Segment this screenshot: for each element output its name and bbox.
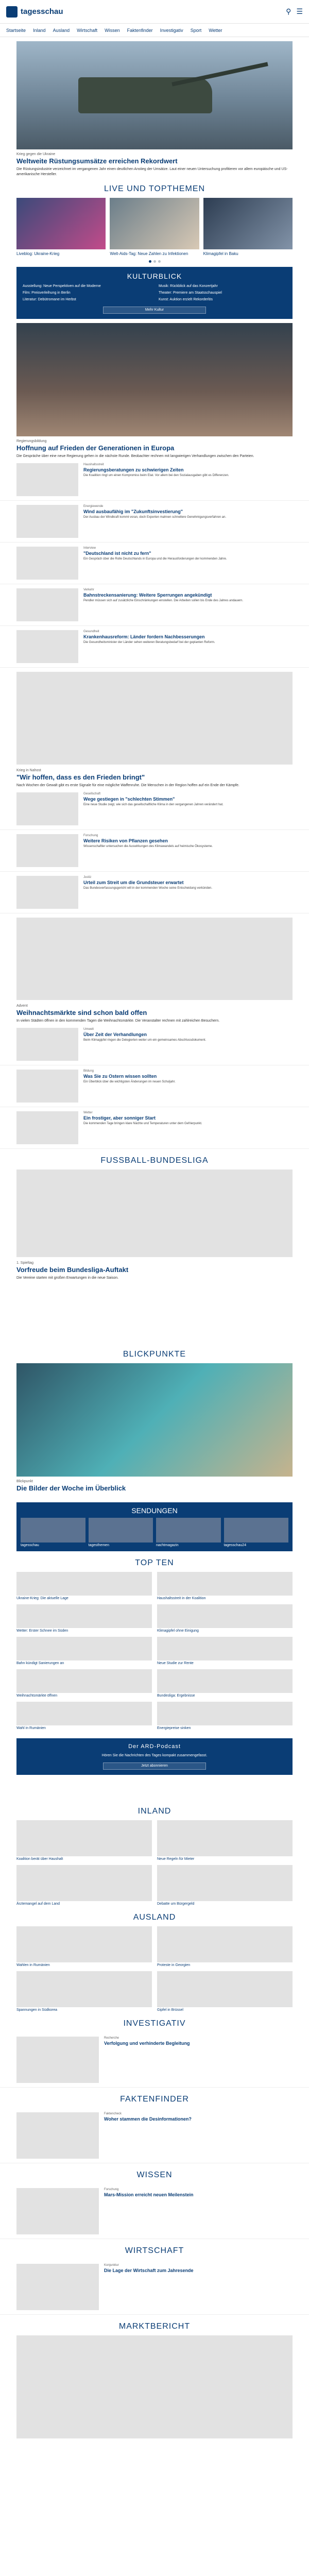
investigativ-title: INVESTIGATIV (123, 2019, 186, 2028)
list-item-image (16, 547, 78, 580)
list-item-text: Pendler müssen sich auf zusätzliche Einschränkungen einstellen. Die Arbeiten sollen bis Ende des Jahres andauern. (83, 599, 244, 602)
top-story-image[interactable] (16, 41, 293, 149)
topten-headline: Klimagipfel ohne Einigung (157, 1629, 199, 1633)
ausland-image (157, 1971, 293, 2007)
live-section-title: LIVE UND TOPTHEMEN (104, 184, 205, 193)
nav-item[interactable]: Sport (190, 27, 202, 33)
wissen-image (16, 2188, 99, 2234)
list-item-headline[interactable]: Bahnstreckensanierung: Weitere Sperrungen angekündigt (83, 592, 212, 598)
nav-item[interactable]: Wissen (105, 27, 120, 33)
topten-item[interactable] (16, 1572, 152, 1600)
nav-item[interactable]: Wetter (209, 27, 222, 33)
topten-headline: Wetter: Erster Schnee im Süden (16, 1629, 68, 1633)
list-item[interactable] (0, 626, 309, 668)
list-item-image (16, 588, 78, 621)
sendung-image (156, 1518, 221, 1543)
ausland-image (157, 1926, 293, 1962)
list-item-headline[interactable]: Was Sie zu Ostern wissen sollten (83, 1074, 157, 1079)
sport-image[interactable] (16, 1170, 293, 1257)
sendung-card[interactable] (89, 1518, 153, 1547)
kulturblick-item[interactable]: Film: Preisverleihung in Berlin (23, 291, 71, 295)
live-card[interactable] (110, 198, 199, 256)
quote-story-image[interactable] (16, 672, 293, 765)
sendung-title: tagesschau (21, 1544, 39, 1547)
inland-item[interactable] (157, 1865, 293, 1906)
list-item-text: Beim Klimagipfel ringen die Delegierten weiter um ein gemeinsames Abschlussdokument. (83, 1039, 207, 1042)
topten-image (157, 1637, 293, 1660)
inland-image (157, 1865, 293, 1901)
logo[interactable] (6, 6, 63, 18)
kulturblick-title: KULTURBLICK (127, 272, 182, 280)
list-item-kicker: Gesundheit (83, 630, 99, 633)
inland-image (16, 1820, 152, 1856)
topten-image (157, 1669, 293, 1693)
list-item-text: Die kommenden Tage bringen klare Nächte und Temperaturen unter dem Gefrierpunkt. (83, 1122, 202, 1125)
christmas-teaser: In vielen Städten öffnen in den kommenden Tagen die Weihnachtsmärkte. Die Veranstalter rechnen mit zahlreichen Besuchern. (16, 1019, 220, 1023)
list-item-image (16, 876, 78, 909)
sendung-card[interactable] (224, 1518, 289, 1547)
live-card-title: Welt-Aids-Tag: Neue Zahlen zu Infektionen (110, 251, 188, 256)
kulturblick-item[interactable]: Literatur: Debütromane im Herbst (23, 298, 76, 301)
topten-item[interactable] (157, 1669, 293, 1698)
ausland-grid (0, 1926, 309, 2012)
list-item-image (16, 792, 78, 825)
ausland-headline: Wahlen in Rumänien (16, 1963, 50, 1967)
list-item-headline[interactable]: Weitere Risiken von Pflanzen gesehen (83, 838, 168, 843)
nav-item[interactable]: Ausland (53, 27, 70, 33)
topten-item[interactable] (157, 1572, 293, 1600)
topten-headline: Bahn kündigt Sanierungen an (16, 1662, 64, 1665)
ausland-headline: Proteste in Georgien (157, 1963, 191, 1967)
list-item[interactable] (0, 1024, 309, 1065)
ausland-headline: Spannungen in Südkorea (16, 2008, 58, 2012)
news-list-c (0, 1024, 309, 1149)
inland-image (16, 1865, 152, 1901)
sendung-image (21, 1518, 85, 1543)
topten-headline: Haushaltsstreit in der Koalition (157, 1597, 206, 1600)
list-item-headline[interactable]: Ein frostiger, aber sonniger Start (83, 1115, 156, 1121)
sendung-title: tagesschau24 (224, 1544, 247, 1547)
logo-mark (6, 6, 18, 18)
list-item-headline[interactable]: Krankenhausreform: Länder fordern Nachbesserungen (83, 634, 205, 639)
feature-headline[interactable]: Hoffnung auf Frieden der Generationen in Europa (16, 444, 175, 452)
main-nav (0, 24, 309, 37)
topten-headline: Ukraine-Krieg: Die aktuelle Lage (16, 1597, 68, 1600)
topten-image (16, 1669, 152, 1693)
list-item-headline[interactable]: Regierungsberatungen zu schwierigen Zeiten (83, 467, 184, 472)
list-item[interactable] (0, 1107, 309, 1149)
spacer (0, 1281, 309, 1343)
blickpunkte-headline[interactable]: Die Bilder der Woche im Überblick (16, 1484, 126, 1492)
topten-image (157, 1702, 293, 1725)
topten-headline: Energiepreise sinken (157, 1726, 191, 1730)
logo-text: tagesschau (21, 7, 63, 16)
list-item[interactable] (0, 543, 309, 584)
faktenfinder-image (16, 2112, 99, 2159)
inland-item[interactable] (16, 1820, 152, 1861)
topten-grid (0, 1572, 309, 1730)
carousel-dots[interactable] (0, 260, 309, 263)
list-item-image (16, 505, 78, 538)
ausland-item[interactable] (16, 1926, 152, 1967)
feature-kicker: Regierungsbildung (16, 439, 47, 443)
list-item[interactable] (0, 830, 309, 872)
wirtschaft-headline[interactable]: Die Lage der Wirtschaft zum Jahresende (104, 2268, 194, 2273)
list-item-text: Der Ausbau der Windkraft kommt voran, doch Experten mahnen schnellere Genehmigungsverfahren an. (83, 516, 227, 519)
list-item-kicker: Gesellschaft (83, 792, 101, 795)
list-item-headline[interactable]: "Deutschland ist nicht zu fern" (83, 551, 151, 556)
faktenfinder-item[interactable] (0, 2108, 309, 2163)
list-item-kicker: Verkehr (83, 588, 94, 591)
feature-image[interactable] (16, 323, 293, 436)
investigativ-headline[interactable]: Verfolgung und verhinderte Begleitung (104, 2041, 190, 2046)
blickpunkte-kicker: Blickpunkt (16, 1480, 33, 1483)
feature-teaser: Die Gespräche über eine neue Regierung gehen in die nächste Runde. Beobachter rechnen mit langwierigen Verhandlungen zwischen den Parteien. (16, 454, 254, 458)
live-card-image (110, 198, 199, 249)
list-item-headline[interactable]: Über Zeit der Verhandlungen (83, 1032, 147, 1037)
list-item-kicker: Interview (83, 547, 96, 550)
list-item-image (16, 463, 78, 496)
carousel-dot[interactable] (158, 260, 161, 263)
wissen-title: WISSEN (136, 2171, 173, 2179)
ausland-item[interactable] (157, 1971, 293, 2012)
list-item[interactable] (0, 872, 309, 913)
inland-headline: Ärztemangel auf dem Land (16, 1902, 60, 1906)
wissen-kicker: Forschung (104, 2188, 119, 2191)
inland-item[interactable] (157, 1820, 293, 1861)
top-story-headline[interactable]: Weltweite Rüstungsumsätze erreichen Rekordwert (16, 157, 178, 165)
inland-item[interactable] (16, 1865, 152, 1906)
kulturblick-more-button[interactable]: Mehr Kultur (103, 307, 206, 314)
list-item-image (16, 1111, 78, 1144)
list-item-kicker: Wetter (83, 1111, 93, 1114)
wirtschaft-title: WIRTSCHAFT (125, 2246, 184, 2255)
kulturblick-box (16, 267, 293, 319)
kulturblick-item[interactable]: Kunst: Auktion erzielt Rekorderlös (159, 298, 213, 301)
topten-headline: Wahl in Rumänien (16, 1726, 46, 1730)
sport-kicker: 1. Spieltag (16, 1261, 34, 1265)
list-item-kicker: Forschung (83, 834, 98, 837)
list-item-image (16, 1070, 78, 1103)
wirtschaft-kicker: Konjunktur (104, 2264, 119, 2267)
quote-kicker: Krieg in Nahost (16, 769, 41, 772)
list-item-headline[interactable]: Wege gestiegen in "schlechten Stimmen" (83, 796, 175, 802)
list-item-text: Eine neue Studie zeigt, wie sich das gesellschaftliche Klima in den vergangenen Jahren verändert hat. (83, 803, 224, 806)
topten-headline: Neue Studie zur Rente (157, 1662, 194, 1665)
blickpunkte-title: BLICKPUNKTE (123, 1350, 186, 1359)
list-item-text: Die Gesundheitsminister der Länder sehen weiteren Beratungsbedarf bei der geplanten Reform. (83, 641, 215, 644)
ausland-title: AUSLAND (133, 1913, 176, 1922)
menu-icon[interactable]: ☰ (296, 7, 303, 15)
christmas-kicker: Advent (16, 1004, 28, 1008)
topten-title: TOP TEN (135, 1558, 174, 1567)
topten-item[interactable] (16, 1637, 152, 1665)
list-item[interactable] (0, 584, 309, 626)
live-card-title: Liveblog: Ukraine-Krieg (16, 251, 60, 256)
inland-headline: Debatte um Bürgergeld (157, 1902, 195, 1906)
ausland-headline: Gipfel in Brüssel (157, 2008, 183, 2012)
site-header (0, 0, 309, 24)
list-item[interactable] (0, 501, 309, 543)
barrel-shape (171, 62, 268, 86)
marktbericht-title: MARKTBERICHT (118, 2322, 191, 2331)
live-card[interactable] (203, 198, 293, 256)
top-story-teaser: Die Rüstungsindustrie verzeichnet im vergangenen Jahr einen deutlichen Anstieg der Umsätze. Laut einer neuen Untersuchung profitieren vor allem europäische und US-amerikanische Hersteller. (16, 167, 288, 176)
inland-headline: Koalition berät über Haushalt (16, 1857, 63, 1861)
sport-headline[interactable]: Vorfreude beim Bundesliga-Auftakt (16, 1266, 129, 1274)
list-item-text: Das Bundesverfassungsgericht will in der kommenden Woche seine Entscheidung verkünden. (83, 887, 213, 890)
wirtschaft-item[interactable] (0, 2260, 309, 2315)
wissen-headline[interactable]: Mars-Mission erreicht neuen Meilenstein (104, 2192, 194, 2197)
list-item-image (16, 1028, 78, 1061)
quote-headline[interactable]: "Wir hoffen, dass es den Frieden bringt" (16, 773, 145, 781)
ausland-item[interactable] (157, 1926, 293, 1967)
ausland-image (16, 1926, 152, 1962)
sendung-card[interactable] (21, 1518, 85, 1547)
topten-item[interactable] (16, 1604, 152, 1633)
list-item-text: Ein Gespräch über die Rolle Deutschlands in Europa und die Herausforderungen der kommenden Jahre. (83, 557, 227, 561)
topten-item[interactable] (157, 1637, 293, 1665)
topten-item[interactable] (16, 1669, 152, 1698)
sendung-title: nachtmagazin (156, 1544, 179, 1547)
list-item-kicker: Haushaltsstreit (83, 463, 104, 466)
topten-image (16, 1702, 152, 1725)
list-item-kicker: Energiewende (83, 505, 104, 508)
sendung-image (89, 1518, 153, 1543)
sendungen-box (16, 1502, 293, 1551)
wirtschaft-image (16, 2264, 99, 2310)
investigativ-image (16, 2037, 99, 2083)
list-item-headline[interactable]: Urteil zum Streit um die Grundsteuer erwartet (83, 880, 184, 885)
marktbericht-panel[interactable] (16, 2335, 293, 2438)
christmas-image[interactable] (16, 918, 293, 1000)
top-story-kicker: Krieg gegen die Ukraine (16, 152, 56, 156)
topten-image (16, 1572, 152, 1596)
christmas-headline[interactable]: Weihnachtsmärkte sind schon bald offen (16, 1009, 147, 1016)
inland-headline: Neue Regeln für Mieter (157, 1857, 195, 1861)
podcast-box (16, 1738, 293, 1775)
list-item-image (16, 630, 78, 663)
nav-item[interactable]: Wirtschaft (77, 27, 98, 33)
topten-headline: Bundesliga: Ergebnisse (157, 1694, 195, 1698)
live-card-image (16, 198, 106, 249)
nav-item[interactable]: Investigativ (160, 27, 183, 33)
carousel-dot[interactable] (149, 260, 151, 263)
inland-title: INLAND (138, 1807, 171, 1816)
kulturblick-item[interactable]: Musik: Rückblick auf das Konzertjahr (159, 284, 218, 288)
topten-headline: Weihnachtsmärkte öffnen (16, 1694, 58, 1698)
topten-item[interactable] (157, 1604, 293, 1633)
list-item-image (16, 834, 78, 867)
quote-teaser: Nach Wochen der Gewalt gibt es erste Signale für eine mögliche Waffenruhe. Die Menschen in der Region hoffen auf ein Ende der Kämpfe. (16, 784, 239, 787)
podcast-text: Hören Sie die Nachrichten des Tages kompakt zusammengefasst. (101, 1754, 208, 1757)
list-item-kicker: Bildung (83, 1070, 94, 1073)
sport-section-title: FUSSBALL-BUNDESLIGA (100, 1156, 209, 1165)
nav-item[interactable]: Faktenfinder (127, 27, 153, 33)
wissen-item[interactable] (0, 2184, 309, 2239)
list-item-headline[interactable]: Wind ausbaufähig im "Zukunftsinvestierung" (83, 509, 183, 514)
list-item[interactable] (0, 459, 309, 501)
investigativ-kicker: Recherche (104, 2037, 119, 2040)
podcast-title: Der ARD-Podcast (128, 1743, 181, 1750)
spacer (0, 1779, 309, 1800)
topten-item[interactable] (157, 1702, 293, 1730)
sendung-card[interactable] (156, 1518, 221, 1547)
topten-image (157, 1604, 293, 1628)
list-item[interactable] (0, 1065, 309, 1107)
list-item-text: Die Koalition ringt um einen Kompromiss beim Etat. Vor allem bei den Sozialausgaben gibt es Differenzen. (83, 474, 229, 477)
kulturblick-item[interactable]: Theater: Premiere am Staatsschauspiel (159, 291, 222, 295)
live-card[interactable] (16, 198, 106, 256)
ausland-image (16, 1971, 152, 2007)
topten-item[interactable] (16, 1702, 152, 1730)
inland-grid (0, 1820, 309, 1906)
list-item-text: Wissenschaftler untersuchen die Auswirkungen des Klimawandels auf heimische Ökosysteme. (83, 845, 213, 848)
sendungen-title: SENDUNGEN (131, 1506, 178, 1515)
blickpunkte-image[interactable] (16, 1363, 293, 1477)
live-card-title: Klimagipfel in Baku (203, 251, 238, 256)
podcast-subscribe-button[interactable]: Jetzt abonnieren (103, 1762, 206, 1770)
faktenfinder-kicker: Faktencheck (104, 2112, 122, 2115)
carousel-dot[interactable] (153, 260, 156, 263)
news-list-b (0, 788, 309, 913)
list-item-kicker: Umwelt (83, 1028, 94, 1031)
tank-shape (78, 77, 212, 113)
nav-item[interactable]: Inland (33, 27, 46, 33)
faktenfinder-title: FAKTENFINDER (120, 2095, 189, 2104)
sport-teaser: Die Vereine starten mit großen Erwartungen in die neue Saison. (16, 1276, 119, 1280)
topten-image (16, 1604, 152, 1628)
sendung-image (224, 1518, 289, 1543)
ausland-item[interactable] (16, 1971, 152, 2012)
search-icon[interactable]: ⚲ (286, 7, 291, 15)
faktenfinder-headline[interactable]: Woher stammen die Desinformationen? (104, 2116, 192, 2122)
topten-image (157, 1572, 293, 1596)
kulturblick-item[interactable]: Ausstellung: Neue Perspektiven auf die Moderne (23, 284, 101, 288)
list-item-text: Ein Überblick über die wichtigsten Änderungen im neuen Schuljahr. (83, 1080, 176, 1083)
investigativ-item[interactable] (0, 2032, 309, 2088)
sendung-title: tagesthemen (88, 1544, 109, 1547)
inland-image (157, 1820, 293, 1856)
nav-item[interactable]: Startseite (6, 27, 26, 33)
list-item[interactable] (0, 788, 309, 830)
topten-image (16, 1637, 152, 1660)
live-card-image (203, 198, 293, 249)
list-item-kicker: Justiz (83, 876, 92, 879)
news-list-a (0, 459, 309, 668)
